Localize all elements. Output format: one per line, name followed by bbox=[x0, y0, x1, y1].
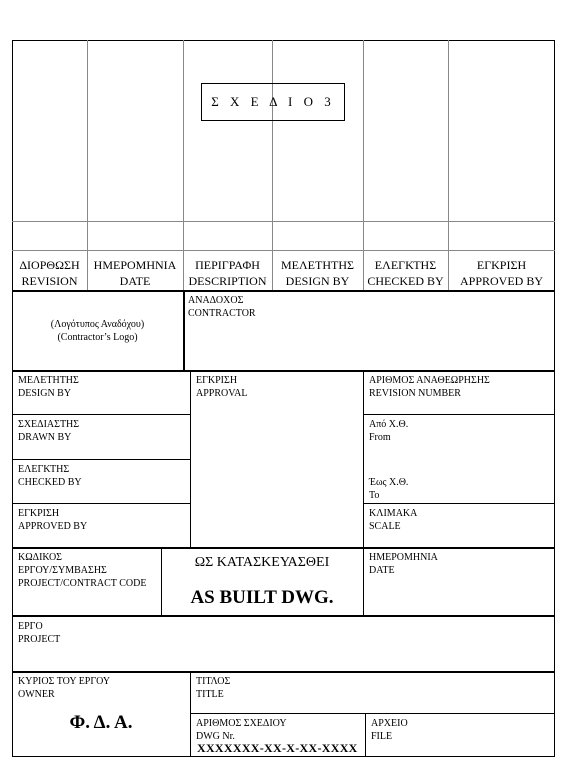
contractor-logo: (Λογότυπος Αναδόχου) (Contractor’s Logo) bbox=[50, 319, 145, 343]
drawn-by-label: ΣΧΕΔΙΑΣΤΗΣ DRAWN BY bbox=[18, 419, 80, 443]
owner-name: Φ. Δ. Α. bbox=[69, 712, 133, 733]
as-built-english: AS BUILT DWG. bbox=[190, 587, 334, 608]
from-label: Από Χ.Θ. From bbox=[369, 419, 409, 443]
file-label: ΑΡΧΕΙΟ FILE bbox=[371, 718, 408, 742]
revision-number-label: ΑΡΙΘΜΟΣ ΑΝΑΘΕΩΡΗΣΗΣ REVISION NUMBER bbox=[369, 375, 490, 399]
design-by-header: ΜΕΛΕΤΗΤΗΣ DESIGN BY bbox=[280, 258, 354, 288]
approval-label: ΕΓΚΡΙΣΗ APPROVAL bbox=[196, 375, 248, 399]
drawing-number-value: XXXXXXX-XX-X-XX-XXXX bbox=[197, 741, 358, 755]
description-header: ΠΕΡΙΓΡΑΦΗ DESCRIPTION bbox=[188, 258, 267, 288]
revision-header: ΔΙΟΡΘΩΣΗ REVISION bbox=[19, 258, 80, 288]
contractor-label: ΑΝΑΔΟΧΟΣ CONTRACTOR bbox=[188, 295, 256, 319]
design-by-label: ΜΕΛΕΤΗΤΗΣ DESIGN BY bbox=[18, 375, 79, 399]
scale-label: ΚΛΙΜΑΚΑ SCALE bbox=[369, 508, 418, 532]
owner-label: ΚΥΡΙΟΣ ΤΟΥ ΕΡΓΟΥ OWNER bbox=[18, 676, 111, 700]
date-label: ΗΜΕΡΟΜΗΝΙΑ DATE bbox=[369, 552, 438, 576]
approved-by-header: ΕΓΚΡΙΣΗ APPROVED BY bbox=[459, 258, 543, 288]
project-label: ΕΡΓΟ PROJECT bbox=[18, 621, 61, 645]
project-code-label: ΚΩΔΙΚΟΣ ΕΡΓΟΥ/ΣΥΜΒΑΣΗΣ PROJECT/CONTRACT CODE bbox=[18, 552, 147, 589]
as-built-greek: ΩΣ ΚΑΤΑΣΚΕΥΑΣΘΕΙ bbox=[194, 555, 330, 570]
checked-by-header: ΕΛΕΓΚΤΗΣ CHECKED BY bbox=[367, 258, 444, 288]
drawing-number-label: ΑΡΙΘΜΟΣ ΣΧΕΔΙΟΥ DWG Nr. bbox=[196, 718, 287, 742]
sheet-title: Σ Χ Ε Δ Ι Ο 3 bbox=[201, 83, 345, 121]
approved-by-label: ΕΓΚΡΙΣΗ APPROVED BY bbox=[18, 508, 88, 532]
to-label: Έως Χ.Θ. To bbox=[369, 477, 409, 501]
title-label: ΤΙΤΛΟΣ TITLE bbox=[196, 676, 231, 700]
date-header: ΗΜΕΡΟΜΗΝΙΑ DATE bbox=[93, 258, 177, 288]
checked-by-label: ΕΛΕΓΚΤΗΣ CHECKED BY bbox=[18, 464, 82, 488]
